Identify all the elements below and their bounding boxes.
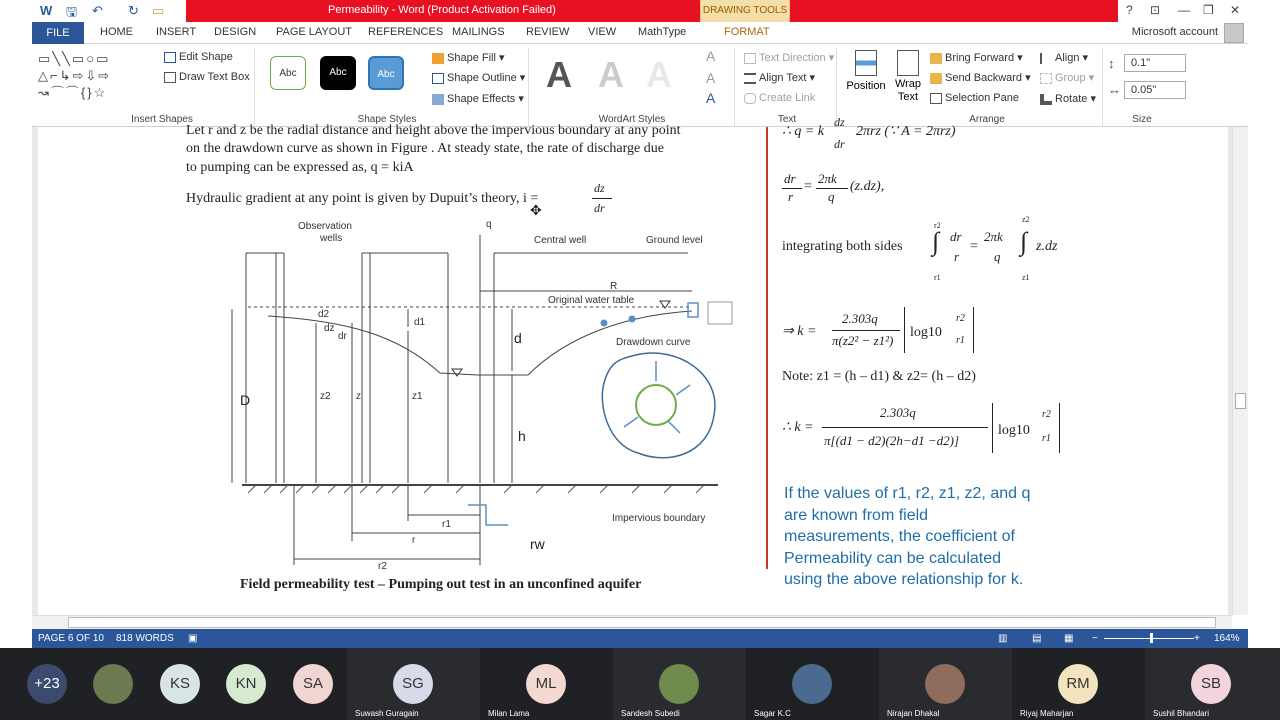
log-text: log10 (910, 325, 942, 340)
z-label: z (356, 391, 361, 402)
dupuit-text: Hydraulic gradient at any point is given by Dupuit’s theory, i = (186, 191, 539, 206)
dupuit-numerator: dz (594, 181, 605, 195)
avatar: SA (293, 664, 333, 704)
eq2-lhs-den: r (788, 189, 794, 204)
participant-name: Milan Lama (488, 709, 530, 718)
int-2pik: 2πk (984, 229, 1003, 244)
k1-den: π(z2² − z1²) (832, 333, 894, 348)
text-group-label: Text (777, 114, 797, 125)
position-label: Position (846, 80, 886, 92)
plan-view-boundary (602, 353, 715, 458)
int-equals: = (970, 239, 978, 254)
bring-forward-label: Bring Forward (945, 52, 1015, 64)
tab-page-layout[interactable]: PAGE LAYOUT (276, 26, 353, 38)
k2-num: 2.303q (880, 405, 916, 420)
obs-wells-label-2: wells (320, 233, 343, 244)
curve-point[interactable] (629, 316, 636, 323)
zoom-slider[interactable] (1104, 638, 1194, 639)
figure-caption: Field permeability test – Pumping out test in an unconfined aquifer (240, 577, 642, 592)
flow-arrows (624, 361, 690, 433)
int-lower-z: z1 (1022, 273, 1030, 282)
k2-lhs: ∴ k = (782, 420, 814, 435)
tab-format[interactable]: FORMAT (724, 26, 770, 38)
rw-label: rw (530, 536, 545, 552)
k2-den: π[(d1 − d2)(2h−d1 −d2)] (824, 433, 960, 448)
participant-tile[interactable] (347, 648, 480, 720)
d2-label: d2 (318, 309, 330, 320)
tab-references[interactable]: REFERENCES (368, 26, 444, 38)
align-text-button[interactable]: Align Text ▾ (744, 71, 815, 84)
draw-text-box-button[interactable] (164, 71, 250, 83)
selection-pane-icon (930, 93, 942, 104)
int-lower-r: r1 (934, 273, 941, 282)
wrap-text-icon (897, 50, 919, 76)
k1-lhs: ⇒ k = (782, 324, 817, 339)
tab-view[interactable]: VIEW (588, 26, 617, 38)
eq2-rhs-den: q (828, 189, 835, 204)
paint-bucket-icon (432, 53, 444, 64)
title-bar (0, 0, 1280, 22)
blue-note-line: Permeability can be calculated (784, 549, 1002, 567)
avatar: KS (160, 664, 200, 704)
meeting-participant-strip (0, 648, 1280, 720)
move-cursor-icon: ✥ (530, 203, 542, 219)
fraction-bar (822, 427, 988, 428)
tab-design[interactable]: DESIGN (214, 26, 257, 38)
drawing-tools-label: DRAWING TOOLS (700, 0, 790, 22)
zoom-level[interactable]: 164% (1214, 633, 1240, 644)
avatar: SG (393, 664, 433, 704)
ribbon (32, 44, 1248, 127)
hscroll-thumb[interactable] (68, 617, 1216, 628)
shapes-gallery[interactable] (38, 50, 150, 102)
text-effects-icon[interactable]: A (706, 90, 716, 106)
wordart-style-2[interactable]: A (598, 54, 624, 95)
position-icon (855, 50, 877, 76)
eq1-tail: 2πrz (∵ A = 2πrz) (856, 124, 956, 139)
ribbon-tabs (32, 22, 1248, 44)
undo-icon[interactable]: ↶ (92, 3, 103, 18)
arrange-label: Arrange (969, 114, 1005, 125)
selection-pane-label: Selection Pane (945, 92, 1019, 104)
shape-width-input[interactable]: 0.05" (1124, 81, 1186, 99)
shape-styles-label: Shape Styles (357, 114, 417, 125)
participant-tile[interactable] (1012, 648, 1145, 720)
log-text-2: log10 (998, 423, 1030, 438)
dz-label: dz (324, 323, 335, 334)
layout-options-icon[interactable] (708, 302, 732, 324)
avatar: SB (1191, 664, 1231, 704)
rotate-button[interactable]: Rotate ▾ (1040, 92, 1096, 105)
print-layout-icon[interactable]: ▤ (1032, 633, 1042, 644)
align-button[interactable]: Align ▾ (1040, 51, 1088, 64)
zoom-out-icon[interactable]: − (1092, 633, 1098, 644)
shape-width-icon: ↔ (1108, 82, 1121, 97)
read-mode-icon[interactable]: ▥ (998, 633, 1008, 644)
word-count[interactable]: 818 WORDS (116, 633, 174, 644)
k1-num: 2.303q (842, 311, 878, 326)
blue-note-line: If the values of r1, r2, z1, z2, and q (784, 485, 1031, 502)
wordart-style-3[interactable]: A (646, 54, 672, 95)
text-direction-label: Text Direction (759, 52, 826, 64)
central-well-label: Central well (534, 235, 587, 246)
group-button[interactable]: Group ▾ (1040, 71, 1094, 84)
tab-insert[interactable]: INSERT (156, 26, 197, 38)
edit-shape-button[interactable] (164, 51, 233, 63)
log-den: r1 (956, 335, 965, 346)
tab-review[interactable]: REVIEW (526, 26, 570, 38)
more-participants[interactable]: +23 (27, 664, 67, 704)
ground-hatch (248, 485, 704, 493)
d1-label: d1 (414, 317, 426, 328)
impervious-boundary-label: Impervious boundary (612, 513, 706, 524)
group-icon (1040, 73, 1052, 84)
page-count[interactable]: PAGE 6 OF 10 (38, 633, 104, 644)
integral-sign: ∫ (932, 227, 940, 256)
D-label: D (240, 392, 251, 408)
shape-height-input[interactable]: 0.1" (1124, 54, 1186, 72)
ribbon-display-icon[interactable]: ⊡ (1150, 3, 1161, 17)
avatar: RM (1058, 664, 1098, 704)
z2-label: z2 (320, 391, 331, 402)
shape-row-3: ↝⌒⌒{}☆ (38, 85, 108, 100)
shape-height-icon: ↕ (1108, 56, 1115, 71)
fraction-bar (592, 198, 612, 199)
pen-outline-icon (432, 73, 444, 84)
h-label: h (518, 428, 526, 444)
divider (734, 48, 735, 126)
aquifer-figure (228, 215, 748, 585)
shape-row-1: ▭╲╲▭○▭ (38, 51, 111, 66)
shape-fill-label: Shape Fill (447, 52, 496, 64)
proofing-icon[interactable]: ▣ (188, 633, 198, 644)
participant-name: Riyaj Maharjan (1020, 709, 1074, 718)
position-button[interactable] (844, 48, 888, 108)
text-direction-button[interactable]: Text Direction ▾ (744, 51, 834, 64)
insert-shapes-label: Insert Shapes (131, 114, 193, 125)
zoom-thumb[interactable] (1150, 633, 1153, 643)
rotate-label: Rotate (1055, 93, 1088, 105)
shape-style-outline[interactable]: Abc (270, 56, 306, 90)
title-banner (186, 0, 1118, 22)
send-backward-label: Send Backward (945, 72, 1023, 84)
eq1-num: dz (834, 115, 845, 129)
tab-mathtype[interactable]: MathType (638, 26, 687, 38)
participant-tile[interactable] (746, 648, 879, 720)
window-title: Permeability - Word (Product Activation Failed) (328, 4, 556, 16)
tab-home[interactable]: HOME (100, 26, 133, 38)
integral-sign-2: ∫ (1020, 227, 1028, 256)
draw-text-box-label: Draw Text Box (179, 71, 250, 83)
avatar: ML (526, 664, 566, 704)
size-label: Size (1132, 114, 1152, 125)
log-den-2: r1 (1042, 433, 1051, 444)
avatar (659, 664, 699, 704)
shape-effects-button[interactable]: Shape Effects ▾ (432, 92, 524, 105)
r1-label: r1 (442, 519, 451, 530)
eq2-lhs-num: dr (784, 171, 796, 186)
open-folder-icon[interactable]: ▭ (152, 3, 165, 18)
wordart-style-1[interactable]: A (546, 54, 572, 95)
plan-view-well (636, 385, 676, 425)
curve-point[interactable] (601, 320, 608, 327)
int-upper-z: z2 (1022, 215, 1030, 224)
save-icon[interactable]: 🖫 (66, 4, 78, 19)
horizontal-scrollbar[interactable] (32, 615, 1232, 629)
dr-label: dr (338, 331, 347, 342)
drawdown-curve-label: Drawdown curve (616, 337, 691, 348)
edit-shape-icon (164, 52, 176, 63)
participant-tile[interactable] (613, 648, 746, 720)
note-text: Note: z1 = (h – d1) & z2= (h – d2) (782, 369, 976, 384)
shape-row-2: △⌐↳⇨⇩⇨ (38, 68, 112, 83)
avatar (792, 664, 832, 704)
blue-note (784, 483, 1030, 591)
account-avatar[interactable] (1224, 23, 1244, 43)
create-link-button[interactable] (744, 92, 815, 104)
divider (1102, 48, 1103, 126)
effects-icon (432, 94, 444, 105)
participant-tile[interactable] (879, 648, 1012, 720)
eq2-tail: (z.dz), (850, 179, 885, 194)
eq1-den: dr (834, 137, 845, 151)
participant-tile[interactable] (480, 648, 613, 720)
blue-note-line: measurements, the coefficient of (784, 528, 1015, 545)
divider (528, 48, 529, 126)
avatar: KN (226, 664, 266, 704)
participant-name: Sushil Bhandari (1153, 709, 1210, 718)
align-icon (1040, 53, 1052, 64)
avatar (925, 664, 965, 704)
int-r: r (954, 249, 960, 264)
shape-effects-label: Shape Effects (447, 93, 516, 105)
blue-note-line: using the above relationship for k. (784, 571, 1024, 588)
redo-icon[interactable]: ↻ (128, 3, 139, 18)
selection-handle[interactable] (688, 303, 698, 317)
para-line-2: on the drawdown curve as shown in Figure . At steady state, the rate of discharge due (186, 141, 664, 156)
vertical-scrollbar[interactable] (1232, 127, 1248, 615)
selection-pane-button[interactable] (930, 92, 1019, 104)
divider (254, 48, 255, 126)
status-bar (32, 629, 1248, 648)
shape-style-blue[interactable]: Abc (368, 56, 404, 90)
R-label: R (610, 281, 618, 292)
text-outline-icon[interactable]: A (706, 70, 716, 86)
int-q: q (994, 249, 1001, 264)
zoom-in-icon[interactable]: + (1194, 633, 1200, 644)
participant-name: Sandesh Subedi (621, 709, 680, 718)
dupuit-denominator: dr (594, 201, 605, 215)
integrating-text: integrating both sides (782, 239, 903, 254)
column-divider (766, 127, 768, 569)
web-layout-icon[interactable]: ▦ (1064, 633, 1074, 644)
shape-outline-label: Shape Outline (447, 72, 517, 84)
log-num: r2 (956, 313, 965, 324)
participant-name: Nirajan Dhakal (887, 709, 940, 718)
int-dr: dr (950, 229, 962, 244)
shape-fill-button[interactable]: Shape Fill ▾ (432, 51, 505, 64)
ground-level-label: Ground level (646, 235, 703, 246)
bring-forward-icon (930, 53, 942, 64)
text-fill-icon[interactable]: A (706, 48, 716, 64)
scroll-thumb[interactable] (1235, 393, 1246, 409)
eq2-rhs-num: 2πk (818, 171, 837, 186)
wrap-label-1: Wrap (894, 78, 922, 90)
blue-note-line: are known from field (784, 506, 929, 524)
r-label: r (412, 535, 416, 546)
restore-icon[interactable]: ❐ (1203, 3, 1214, 17)
close-icon[interactable]: ✕ (1230, 3, 1241, 17)
wrap-text-button[interactable] (890, 48, 926, 108)
shape-outline-button[interactable]: Shape Outline ▾ (432, 71, 525, 84)
wordart-styles-label: WordArt Styles (598, 114, 666, 125)
d-label: d (514, 330, 522, 346)
para-line-3: to pumping can be expressed as, q = kiA (186, 160, 414, 175)
send-backward-icon (930, 73, 942, 84)
bring-forward-button[interactable]: Bring Forward ▾ (930, 51, 1023, 64)
word-logo-icon: W (40, 3, 53, 18)
edit-shape-label: Edit Shape (179, 51, 233, 63)
tab-file[interactable]: FILE (32, 22, 84, 44)
participant-name: Suwash Guragain (355, 709, 419, 718)
rotate-icon (1040, 94, 1052, 105)
text-direction-icon (744, 53, 756, 64)
participant-name: Sagar K.C (754, 709, 791, 718)
text-box-icon (164, 72, 176, 83)
original-water-table-label: Original water table (548, 295, 635, 306)
water-level-marker (452, 369, 462, 376)
r2-label: r2 (378, 561, 387, 572)
send-backward-button[interactable]: Send Backward ▾ (930, 71, 1031, 84)
tab-mailings[interactable]: MAILINGS (452, 26, 505, 38)
int-tail: z.dz (1036, 239, 1058, 254)
microsoft-account[interactable]: Microsoft account (1131, 26, 1218, 38)
shape-style-dark[interactable]: Abc (320, 56, 356, 90)
minimize-icon[interactable]: — (1178, 3, 1190, 17)
int-upper-r: r2 (934, 221, 941, 230)
wrap-label-2: Text (897, 91, 919, 103)
fraction-bar (832, 330, 900, 331)
z1-label: z1 (412, 391, 423, 402)
participant-tile[interactable] (1145, 648, 1280, 720)
link-icon (744, 93, 756, 104)
help-icon[interactable]: ? (1126, 3, 1133, 17)
create-link-label: Create Link (759, 92, 816, 104)
eq2-equals: = (804, 179, 812, 194)
align-text-label: Align Text (759, 72, 807, 84)
obs-wells-label-1: Observation (298, 221, 352, 232)
align-label: Align (1055, 52, 1080, 64)
log-num-2: r2 (1042, 409, 1051, 420)
q-label: q (486, 219, 492, 230)
avatar (93, 664, 133, 704)
eq1-lhs: ∴ q = k (782, 124, 825, 139)
group-label: Group (1055, 72, 1086, 84)
para-line-1: Let r and z be the radial distance and height above the impervious boundary at any point (186, 123, 681, 138)
align-text-icon (744, 73, 756, 84)
